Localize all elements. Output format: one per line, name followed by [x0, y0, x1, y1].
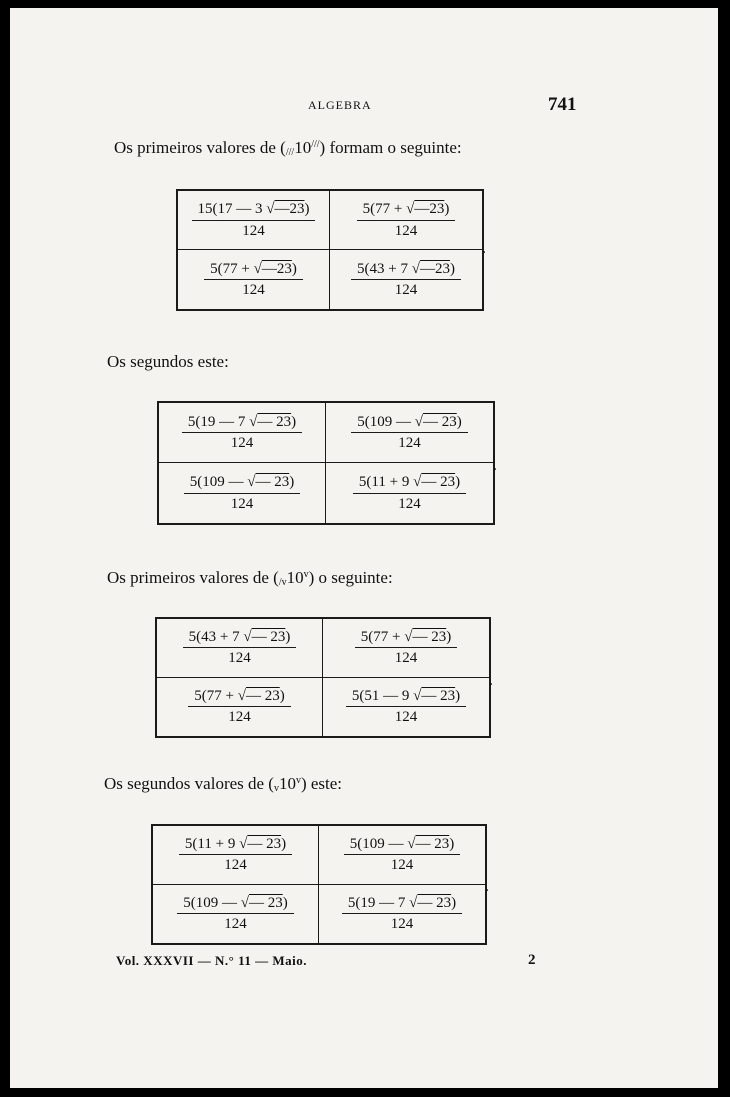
fraction-cell [178, 250, 330, 309]
fraction-numerator [353, 474, 466, 494]
fraction-numerator [351, 261, 461, 281]
paragraph-second-values-1: Os segundos este: [107, 352, 229, 371]
numerator-prefix: 5(109 — √ [189, 474, 256, 490]
page [10, 8, 718, 1088]
radicand: — 23 [255, 474, 290, 490]
fraction-denominator: 124 [230, 435, 254, 451]
fraction-table [157, 401, 495, 525]
radicand: — 23 [415, 835, 450, 852]
fraction-denominator: 124 [242, 222, 265, 239]
fraction-cell [323, 619, 489, 678]
running-title: ALGEBRA [308, 98, 372, 112]
numerator-prefix: 5(109 — √ [349, 835, 416, 852]
numerator-prefix: 5(11 + 9 √ [358, 474, 422, 490]
fraction-numerator [184, 474, 300, 494]
numerator-prefix: 5(77 + √ [210, 260, 262, 277]
fraction-cell [323, 678, 489, 737]
numerator-suffix: ) [451, 894, 457, 911]
numerator-prefix: 5(51 — 9 √ [351, 687, 422, 704]
radicand: — 23 [247, 835, 282, 852]
fraction-denominator: 124 [394, 222, 418, 239]
fraction-numerator [182, 414, 302, 434]
fraction-cell [330, 250, 482, 309]
fraction-numerator [355, 629, 457, 649]
fraction-cell [319, 885, 485, 944]
radicand: — 23 [257, 413, 292, 430]
fraction-cell [178, 191, 330, 250]
footer-signature-mark: 2 [528, 952, 536, 968]
radicand: —23 [419, 260, 450, 277]
fraction-numerator [188, 688, 290, 708]
radicand: —23 [414, 201, 445, 217]
radicand: — 23 [421, 687, 456, 704]
fraction-cell [159, 403, 326, 463]
numerator-suffix: ) [304, 201, 310, 217]
radicand: — 23 [251, 628, 286, 645]
numerator-suffix: ) [282, 894, 288, 911]
radicand: — 23 [412, 628, 447, 645]
radicand: — 23 [245, 687, 280, 704]
footer-volume-info: Vol. XXXVII — N.° 11 — Maio. [116, 953, 307, 968]
fraction-numerator [351, 414, 467, 434]
numerator-prefix: 5(109 — √ [183, 894, 249, 911]
fraction-numerator [179, 836, 292, 856]
fraction-denominator: 124 [242, 282, 265, 298]
radicand: —23 [261, 260, 292, 277]
fraction-cell [330, 191, 482, 250]
numerator-suffix: ) [455, 474, 461, 490]
table-period: . [489, 672, 493, 689]
page-number: 741 [548, 94, 577, 115]
numerator-suffix: ) [285, 628, 291, 645]
fraction-numerator [204, 261, 303, 281]
fraction-numerator [357, 201, 456, 221]
fraction-denominator: 124 [390, 857, 414, 874]
fraction-numerator [192, 201, 316, 221]
fraction-table [151, 824, 487, 945]
radicand: — 23 [422, 413, 457, 430]
numerator-suffix: ) [456, 413, 462, 430]
radicand: — 23 [248, 894, 283, 911]
fraction-cell [153, 826, 319, 885]
fraction-cell [326, 403, 493, 463]
fraction-numerator [183, 629, 297, 649]
fraction-denominator: 124 [394, 282, 418, 298]
numerator-suffix: ) [444, 201, 450, 217]
fraction-numerator [346, 688, 466, 708]
fraction-denominator: 124 [224, 916, 247, 933]
fraction-table [176, 189, 484, 311]
fraction-cell [319, 826, 485, 885]
fraction-denominator: 124 [398, 435, 421, 451]
fraction-cell [153, 885, 319, 944]
table-period: . [485, 878, 489, 895]
fraction-cell [326, 463, 493, 523]
fraction-denominator: 124 [228, 650, 251, 667]
numerator-prefix: 5(77 + √ [360, 628, 413, 645]
fraction-denominator: 124 [394, 709, 418, 726]
numerator-prefix: 5(77 + √ [194, 687, 246, 704]
table-period: . [493, 457, 497, 474]
fraction-numerator [344, 836, 460, 856]
numerator-prefix: 5(43 + 7 √ [188, 628, 252, 645]
numerator-suffix: ) [291, 260, 297, 277]
numerator-suffix: ) [281, 835, 287, 852]
fraction-table [155, 617, 491, 738]
paragraph-second-values-2: Os segundos valores de $(_v10^v)$ este: [104, 774, 343, 794]
numerator-suffix: ) [449, 835, 455, 852]
radicand: —23 [274, 201, 305, 217]
fraction-denominator: 124 [230, 495, 254, 512]
numerator-prefix: 5(11 + 9 √ [184, 835, 248, 852]
fraction-denominator: 124 [398, 495, 421, 512]
numerator-suffix: ) [446, 628, 452, 645]
numerator-suffix: ) [291, 413, 297, 430]
numerator-prefix: 5(77 + √ [362, 201, 415, 217]
fraction-denominator: 124 [390, 916, 414, 933]
numerator-prefix: 5(109 — √ [357, 413, 423, 430]
numerator-suffix: ) [449, 260, 455, 277]
fraction-denominator: 124 [224, 857, 247, 874]
table-period: . [482, 240, 486, 257]
numerator-suffix: ) [289, 474, 295, 490]
numerator-suffix: ) [455, 687, 461, 704]
fraction-denominator: 124 [228, 709, 251, 726]
fraction-cell [157, 678, 323, 737]
radicand: — 23 [417, 894, 452, 911]
numerator-prefix: 5(19 — 7 √ [187, 413, 258, 430]
paragraph-first-values-2: Os primeiros valores de $(_{/v}10^v)$ o seguinte: [107, 568, 393, 588]
numerator-prefix: 15(17 — 3 √ [197, 201, 275, 217]
radicand: — 23 [421, 474, 456, 490]
fraction-cell [159, 463, 326, 523]
numerator-suffix: ) [279, 687, 285, 704]
numerator-prefix: 5(19 — 7 √ [347, 894, 418, 911]
paragraph-first-values-1: Os primeiros valores de $(_{///}10^{///})$ formam o seguinte: [114, 138, 462, 158]
fraction-cell [157, 619, 323, 678]
fraction-numerator [342, 895, 462, 915]
fraction-numerator [177, 895, 293, 915]
numerator-prefix: 5(43 + 7 √ [357, 260, 420, 277]
fraction-denominator: 124 [394, 650, 418, 667]
